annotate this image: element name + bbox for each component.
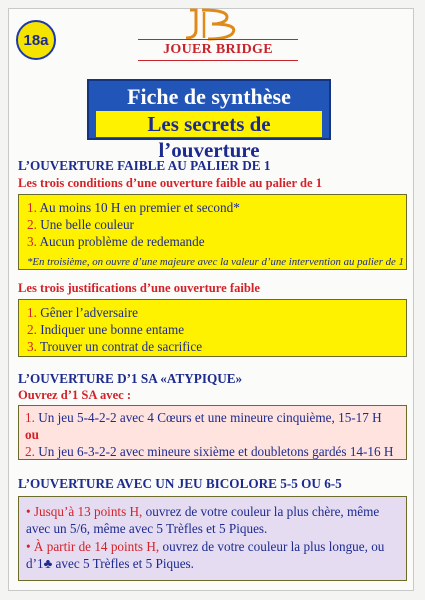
- item-text: Aucun problème de redemande: [36, 234, 205, 249]
- item-number: 1.: [27, 305, 37, 320]
- section3-heading: L’OUVERTURE D’1 SA «ATYPIQUE»: [18, 371, 243, 386]
- item-number: 2.: [27, 322, 37, 337]
- conditions-box: [18, 194, 407, 270]
- title-block: [87, 79, 331, 162]
- item-text: Une belle couleur: [36, 217, 134, 232]
- or-connector: ou: [25, 427, 39, 442]
- badge-label: 18a: [23, 31, 49, 49]
- bicolore-bullet-1: [26, 503, 399, 537]
- condition-item-2: [27, 216, 398, 233]
- logo-rule-top: [138, 39, 298, 40]
- bullet-text: ouvrez de votre couleur la plus longue, ou d’1♣ avec 5 Trèfles et 5 Piques.: [26, 539, 385, 571]
- section1-subheading: Les trois conditions d’une ouverture faible au palier de 1: [18, 176, 323, 190]
- page-title: Fiche de synthèse: [127, 84, 291, 109]
- atypical-1sa-box: [18, 405, 407, 460]
- section2-subheading: Les trois justifications d’une ouverture faible: [18, 281, 260, 295]
- justification-item-3: [27, 338, 398, 355]
- condition-item-1: [27, 199, 398, 216]
- atypical-item-1: [25, 409, 400, 426]
- atypical-item-2: [25, 443, 400, 460]
- condition-item-3: [27, 233, 398, 250]
- item-text: Un jeu 5-4-2-2 avec 4 Cœurs et une mineure cinquième, 15-17 H: [34, 410, 382, 425]
- bicolore-box: [18, 496, 407, 581]
- page-subtitle: Les secrets de l’ouverture: [96, 111, 322, 137]
- justification-item-2: [27, 321, 398, 338]
- item-number: 3.: [27, 234, 37, 249]
- logo-wordmark: JOUER BRIDGE: [163, 42, 273, 57]
- section1-heading: L’OUVERTURE FAIBLE AU PALIER DE 1: [18, 158, 271, 173]
- item-text: Trouver un contrat de sacrifice: [36, 339, 203, 354]
- bicolore-bullet-2: [26, 538, 399, 572]
- item-number: 3.: [27, 339, 37, 354]
- justifications-box: [18, 299, 407, 357]
- logo-monogram-icon: [128, 6, 308, 42]
- item-number: 2.: [27, 217, 37, 232]
- bullet-text: ouvrez de votre couleur la plus chère, même avec un 5/6, même avec 5 Trèfles et 5 Piques.: [26, 504, 380, 536]
- item-number: 1.: [27, 200, 37, 215]
- footnote: *En troisième, on ouvre d’une majeure avec la valeur d’une intervention au palier de 1: [27, 256, 404, 268]
- item-number: 2.: [25, 444, 35, 459]
- bullet-lead: • Jusqu’à 13 points H,: [26, 504, 143, 519]
- item-number: 1.: [25, 410, 35, 425]
- item-text: Gêner l’adversaire: [36, 305, 138, 320]
- page-number-badge: [16, 20, 56, 60]
- justification-item-1: [27, 304, 398, 321]
- jouer-bridge-logo: [128, 6, 308, 64]
- section4-heading: L’OUVERTURE AVEC UN JEU BICOLORE 5-5 OU 6-5: [18, 476, 342, 491]
- item-text: Au moins 10 H en premier et second*: [36, 200, 240, 215]
- bullet-lead: • À partir de 14 points H,: [26, 539, 160, 554]
- section3-subheading: Ouvrez d’1 SA avec :: [18, 388, 132, 402]
- item-text: Un jeu 6-3-2-2 avec mineure sixième et doubletons gardés 14-16 H: [34, 444, 394, 459]
- item-text: Indiquer une bonne entame: [36, 322, 185, 337]
- logo-rule-bottom: [138, 60, 298, 61]
